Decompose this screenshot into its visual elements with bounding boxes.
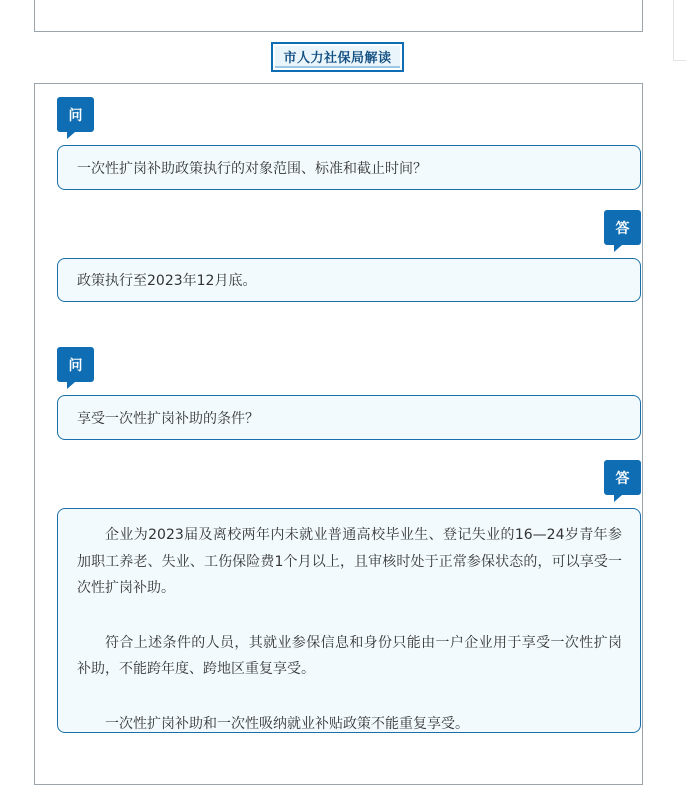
question-tag-2: 问 [57, 347, 94, 382]
answer-paragraph-3: 一次性扩岗补助和一次性吸纳就业补贴政策不能重复享受。 [105, 715, 469, 732]
question-bubble-2 [57, 395, 641, 440]
question-text-1: 一次性扩岗补助政策执行的对象范围、标准和截止时间？ [77, 160, 427, 177]
answer-bubble-2 [57, 508, 641, 733]
answer-tag-1: 答 [604, 210, 641, 245]
answer-text-1: 政策执行至2023年12月底。 [77, 273, 257, 289]
question-text-2: 享受一次性扩岗补助的条件？ [77, 410, 259, 427]
question-bubble-1 [57, 145, 641, 190]
answer-tag-2: 答 [604, 460, 641, 495]
section-title-badge [271, 42, 404, 72]
answer-bubble-1 [57, 258, 641, 302]
section-title: 市人力社保局解读 [275, 46, 400, 68]
page-edge-divider [673, 0, 686, 61]
answer-paragraph-1: 企业为2023届及离校两年内未就业普通高校毕业生、登记失业的16—24岁青年参加职工养老、失业、工伤保险费1个月以上，且审核时处于正常参保状态的，可以享受一次性扩岗补助。 [77, 527, 622, 596]
previous-content-box [34, 0, 643, 32]
question-tag-1: 问 [57, 97, 94, 132]
answer-paragraph-2: 符合上述条件的人员，其就业参保信息和身份只能由一户企业用于享受一次性扩岗补助，不能跨年度、跨地区重复享受。 [77, 634, 622, 677]
